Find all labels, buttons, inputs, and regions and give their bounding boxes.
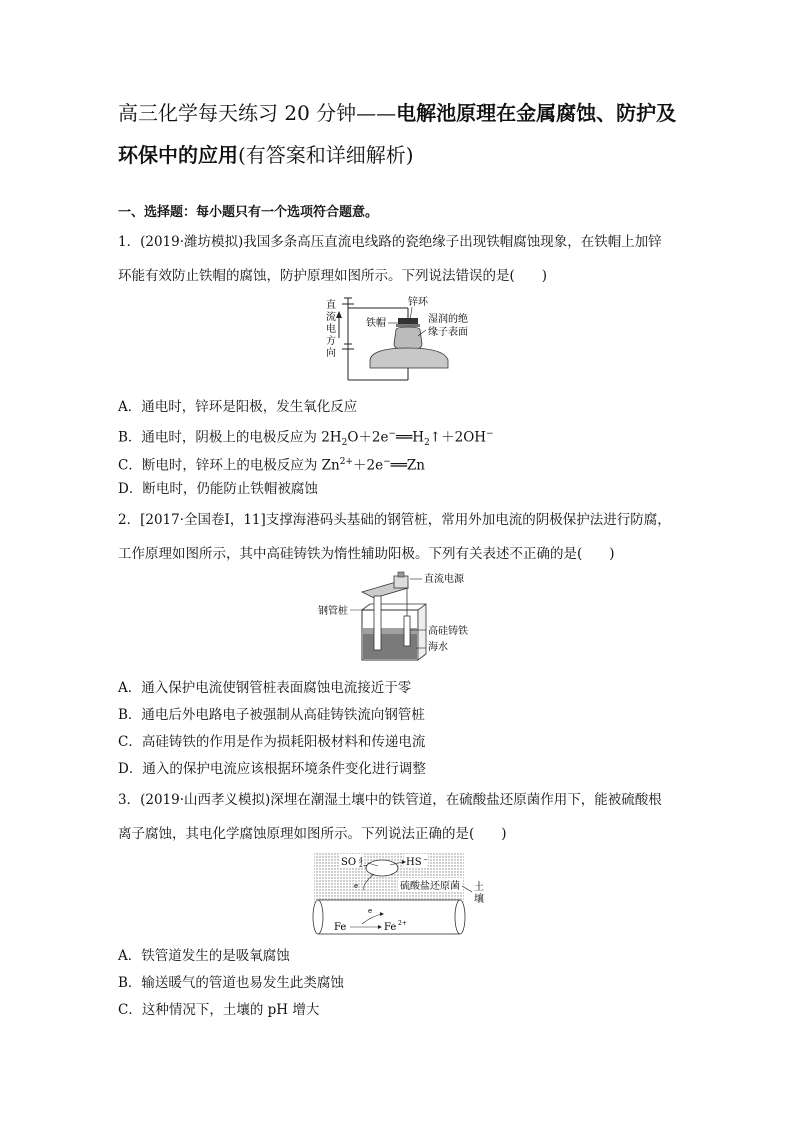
q2-figure-cathodic-protection: [318, 570, 488, 668]
section-heading: 一、选择题：每小题只有一个选项符合题意。: [118, 205, 379, 220]
q1-stem-line1: 1．(2019·潍坊模拟)我国多条高压直流电线路的瓷绝缘子出现铁帽腐蚀现象，在铁帽上加锌: [118, 234, 662, 250]
q2-label-sea: 海水: [428, 642, 448, 653]
q2-label-power: 直流电源: [424, 574, 464, 585]
q2-label-iron: 高硅铸铁: [428, 626, 468, 637]
q3-label-e: e: [368, 907, 373, 915]
q3-option-c: C．这种情况下，土壤的 pH 增大: [118, 1002, 320, 1018]
q3-option-b: B．输送暖气的管道也易发生此类腐蚀: [118, 975, 344, 991]
q1-label-zinc: 锌环: [408, 297, 428, 308]
svg-text:4: 4: [359, 857, 363, 864]
q2-option-a: A．通入保护电流使钢管桩表面腐蚀电流接近于零: [118, 680, 412, 696]
q2-stem-line1: 2．[2017·全国卷Ⅰ，11]支撑海港码头基础的钢管桩，常用外加电流的阴极保护法进行防腐，: [118, 512, 671, 528]
q2-stem-line2: 工作原理如图所示，其中高硅铸铁为惰性辅助阳极。下列有关表述不正确的是( ): [118, 546, 615, 562]
q1-figure-insulator: [312, 294, 482, 386]
q1-label-vertical-3: 方: [326, 336, 336, 347]
q1-option-d: D．断电时，仍能防止铁帽被腐蚀: [118, 481, 318, 497]
q2-label-pile: 钢管桩: [318, 606, 348, 617]
q1-option-b: B．通电时，阴极上的电极反应为 $2H_2O+2e^-══H_2↑+2OH^-$: [118, 429, 494, 449]
page-title-line1: 高三化学每天练习 20 分钟——电解池原理在金属腐蚀、防护及: [118, 101, 677, 125]
q3-label-so4: SO: [341, 857, 357, 868]
q3-label-soil-1: 壤: [474, 894, 484, 905]
svg-text:2−: 2−: [359, 862, 368, 869]
q3-label-bacteria: 硫酸盐还原菌: [400, 881, 460, 892]
svg-text:2+: 2+: [398, 920, 407, 927]
q3-label-fe: Fe: [334, 922, 347, 933]
q3-label-e-top: e: [354, 882, 359, 890]
q3-label-soil-0: 土: [474, 882, 484, 893]
q1-label-vertical-0: 直: [326, 300, 336, 311]
q1-stem-line2: 环能有效防止铁帽的腐蚀，防护原理如图所示。下列说法错误的是( ): [118, 268, 548, 284]
q3-stem-line2: 离子腐蚀，其电化学腐蚀原理如图所示。下列说法正确的是( ): [118, 826, 507, 842]
q2-option-b: B．通电后外电路电子被强制从高硅铸铁流向钢管桩: [118, 707, 425, 723]
q3-figure-pipeline: [310, 850, 510, 940]
q1-label-vertical-2: 电: [326, 324, 336, 335]
svg-text:−: −: [423, 856, 429, 863]
q3-label-hs: HS: [406, 857, 422, 868]
q1-option-c: C．断电时，锌环上的电极反应为 $Zn^{2+}+2e^-══Zn$: [118, 457, 425, 474]
q1-label-surface1: 湿润的绝: [428, 314, 468, 325]
q1-label-cap: 铁帽: [366, 318, 386, 329]
q1-label-surface2: 缘子表面: [428, 327, 468, 338]
q3-label-fe2: Fe: [384, 922, 397, 933]
q1-label-vertical-1: 流: [326, 312, 336, 323]
page-title-line2: 环保中的应用(有答案和详细解析): [118, 143, 414, 167]
q1-label-vertical-4: 向: [326, 348, 336, 359]
q2-option-c: C．高硅铸铁的作用是作为损耗阳极材料和传递电流: [118, 734, 426, 750]
q3-option-a: A．铁管道发生的是吸氧腐蚀: [118, 948, 290, 964]
q2-option-d: D．通入的保护电流应该根据环境条件变化进行调整: [118, 761, 426, 777]
q1-option-a: A．通电时，锌环是阳极，发生氧化反应: [118, 399, 358, 415]
q3-stem-line1: 3．(2019·山西孝义模拟)深埋在潮湿土壤中的铁管道，在硫酸盐还原菌作用下，能被硫酸根: [118, 792, 662, 808]
